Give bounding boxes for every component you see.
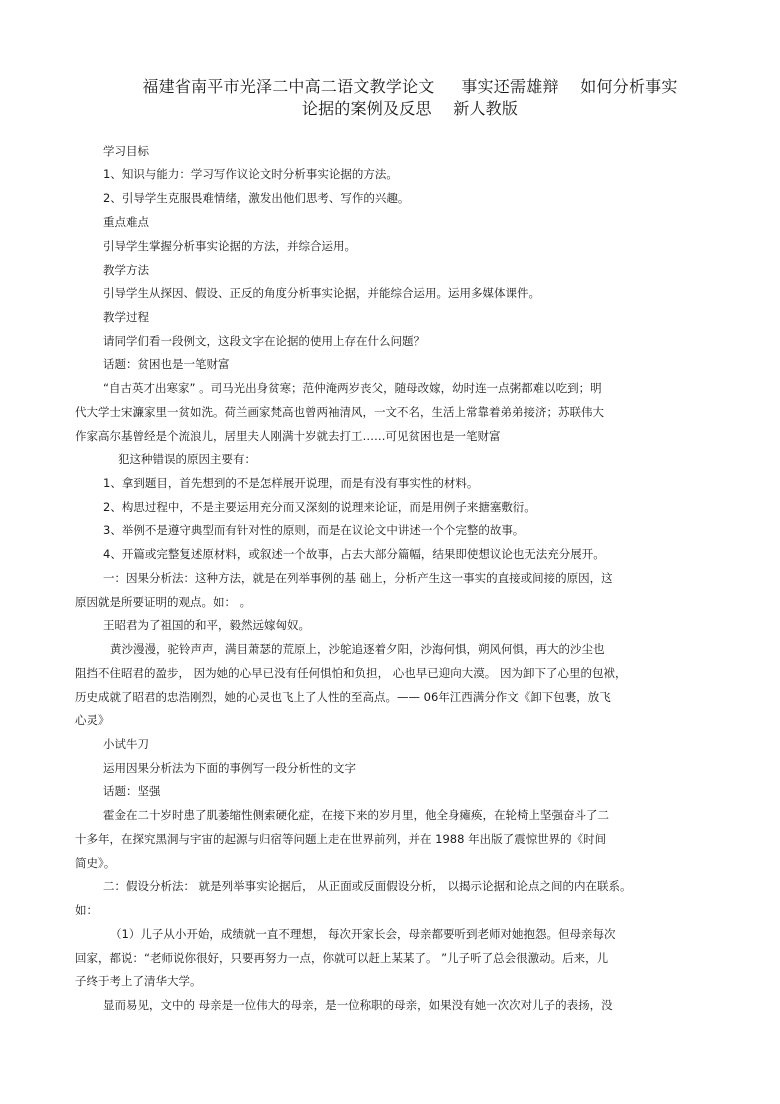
example-line: 霍金在二十岁时患了肌萎缩性侧索硬化症，在接下来的岁月里，他全身瘫痪，在轮椅上坚强奋斗了二 xyxy=(103,808,609,822)
body-line: 如： xyxy=(75,903,98,917)
body-line: 王昭君为了祖国的和平，毅然远嫁匈奴。 xyxy=(103,618,310,632)
example-line: 黄沙漫漫，驼铃声声，满目萧瑟的荒原上，沙鸵追逐着夕阳，沙海何惧，朔风何惧，再大的沙尘也 xyxy=(110,642,605,656)
example-line: 代大学士宋濂家里一贫如洗。荷兰画家梵高也曾两袖清风，一文不名，生活上常靠着弟弟接济；苏联伟大 xyxy=(75,405,604,419)
list-item: 4、开篇或完整复述原材料，或叙述一个故事，占去大部分篇幅，结果即使想议论也无法充分展开。 xyxy=(103,547,605,561)
example-line: （1）儿子从小开始，成绩就一直不理想， 每次开家长会，母亲都要听到老师对她抱怨。但母亲每次 xyxy=(110,927,616,941)
document-title-line-1: 福建省南平市光泽二中高二语文教学论文 事实还需雄辩 如何分析事实 xyxy=(142,77,678,96)
section-heading: 重点难点 xyxy=(103,215,149,229)
example-line: 十多年，在探究黑洞与宇宙的起源与归宿等问题上走在世界前列，并在 1988 年出版了震惊世界的《时间 xyxy=(75,832,607,846)
body-line: 运用因果分析法为下面的事例写一段分析性的文字 xyxy=(103,761,356,775)
example-line: 子终于考上了清华大学。 xyxy=(75,974,202,988)
topic-line: 话题：贫困也是一笔财富 xyxy=(103,357,230,371)
body-line: 引导学生从探因、假设、正反的角度分析事实论据，并能综合运用。运用多媒体课件。 xyxy=(103,286,540,300)
body-line: 原因就是所要证明的观点。如： 。 xyxy=(75,595,252,609)
body-line: 二：假设分析法： 就是列举事实论据后， 从正面或反面假设分析， 以揭示论据和论点之间的内在联系。 xyxy=(103,879,632,893)
section-heading: 教学过程 xyxy=(103,310,149,324)
document-title-line-2: 论据的案例及反思 新人教版 xyxy=(301,99,519,118)
body-line: 1、知识与能力：学习写作议论文时分析事实论据的方法。 xyxy=(103,167,398,181)
list-item: 1、拿到题目，首先想到的不是怎样展开说理，而是有没有事实性的材料。 xyxy=(103,476,479,490)
example-line: 简史》。 xyxy=(75,856,116,870)
example-line: 历史成就了昭君的忠浩刚烈，她的心灵也飞上了人性的至高点。—— 06年江西满分作文《卸下包裹，放飞 xyxy=(75,690,611,704)
section-heading: 小试牛刀 xyxy=(103,737,149,751)
example-line: 阻挡不住昭君的盈步， 因为她的心早已没有任何惧怕和负担， 心也早已迎向大漠。 因为卸下了心里的包袱， xyxy=(75,666,627,680)
example-line: 心灵》 xyxy=(75,713,110,727)
example-line: 作家高尔基曾经是个流浪儿，居里夫人刚满十岁就去打工……可见贫困也是一笔财富 xyxy=(75,429,501,443)
section-heading: 教学方法 xyxy=(103,263,149,277)
body-line: 显而易见，文中的 母亲是一位伟大的母亲，是一位称职的母亲，如果没有她一次次对儿子的表扬，没 xyxy=(103,998,613,1012)
body-line: 一：因果分析法：这种方法，就是在列举事例的基 础上，分析产生这一事实的直接或间接的原因，这 xyxy=(103,571,613,585)
body-line: 引导学生掌握分析事实论据的方法，并综合运用。 xyxy=(103,239,356,253)
body-line: 2、引导学生克服畏难情绪，激发出他们思考、写作的兴趣。 xyxy=(103,191,410,205)
topic-line: 话题：坚强 xyxy=(103,784,161,798)
example-line: 回家，都说：“老师说你很好，只要再努力一点，你就可以赶上某某了。 ”儿子听了总会很激动。后来，儿 xyxy=(75,951,609,965)
example-line: “自古英才出寒家” 。司马光出身贫寒；范仲淹两岁丧父，随母改嫁，幼时连一点粥都难以吃到；明 xyxy=(103,381,602,395)
list-item: 2、构思过程中，不是主要运用充分而又深刻的说理来论证，而是用例子来搪塞敷衍。 xyxy=(103,500,536,514)
body-line: 犯这种错误的原因主要有： xyxy=(118,452,256,466)
body-line: 请同学们看一段例文，这段文字在论据的使用上存在什么问题？ xyxy=(103,334,425,348)
list-item: 3、举例不是遵守典型而有针对性的原则，而是在议论文中讲述一个个完整的故事。 xyxy=(103,523,525,537)
section-heading: 学习目标 xyxy=(103,144,149,158)
